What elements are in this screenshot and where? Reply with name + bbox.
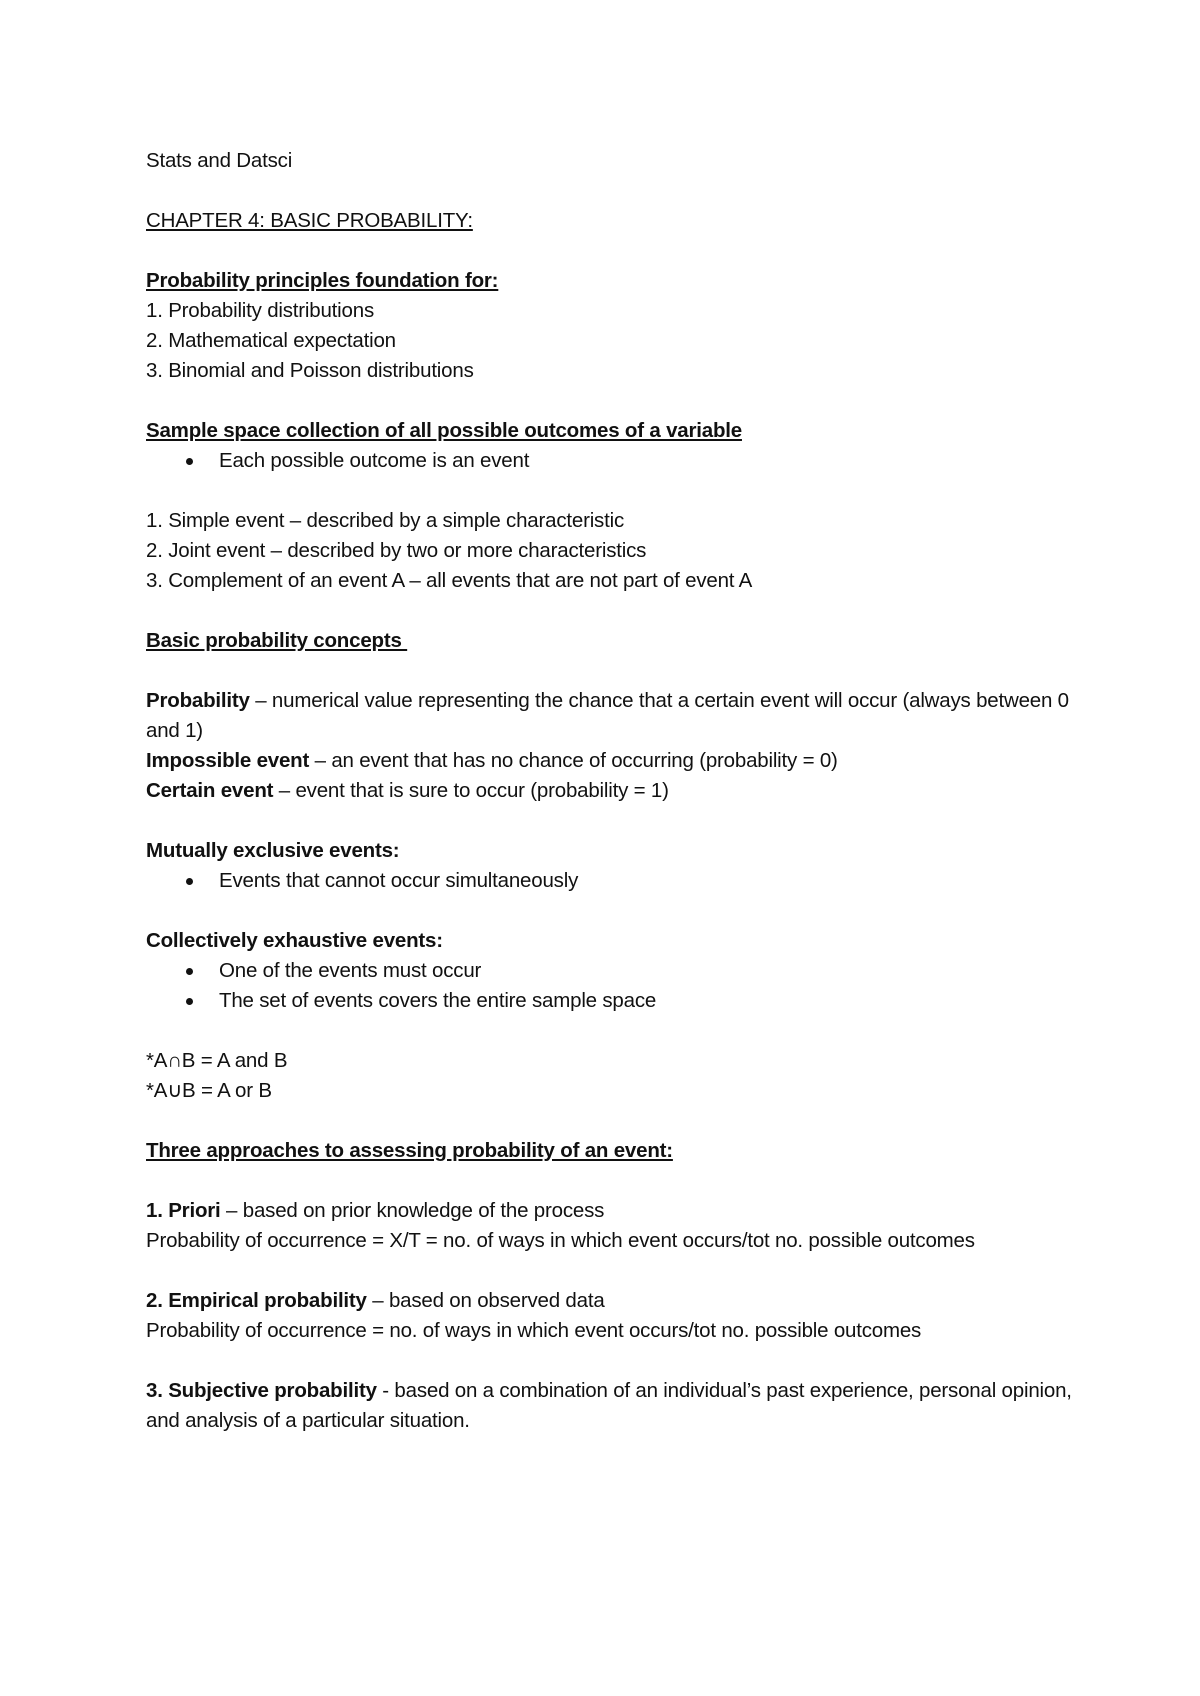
- approach-term: 1. Priori: [146, 1199, 221, 1222]
- empirical-approach: [146, 1286, 1086, 1316]
- mutually-exclusive-heading: Mutually exclusive events:: [146, 839, 400, 862]
- definition-term: Certain event: [146, 779, 274, 802]
- approach-term: 3. Subjective probability: [146, 1379, 377, 1402]
- approach-text: – based on observed data: [366, 1289, 605, 1312]
- bullet-dot-icon: [186, 998, 193, 1005]
- bullet-item: [146, 446, 1086, 476]
- principles-item: 3. Binomial and Poisson distributions: [146, 359, 474, 382]
- bullet-dot-icon: [186, 968, 193, 975]
- definition-term: Probability: [146, 689, 250, 712]
- sample-space-heading: Sample space collection of all possible outcomes of a variable: [146, 419, 742, 442]
- bullet-text: Events that cannot occur simultaneously: [219, 869, 579, 892]
- bullet-dot-icon: [186, 458, 193, 465]
- principles-item: 1. Probability distributions: [146, 299, 374, 322]
- certain-event-definition: [146, 776, 1086, 806]
- bullet-text: One of the events must occur: [219, 959, 482, 982]
- concepts-heading-text: Basic probability concepts: [146, 629, 408, 652]
- union-notation: *A∪B = A or B: [146, 1079, 272, 1102]
- approaches-heading: Three approaches to assessing probability of an event:: [146, 1139, 673, 1162]
- document-body: [146, 146, 1086, 1436]
- collectively-exhaustive-heading: Collectively exhaustive events:: [146, 929, 443, 952]
- chapter-heading: CHAPTER 4: BASIC PROBABILITY:: [146, 209, 473, 232]
- event-type-item: 3. Complement of an event A – all events that are not part of event A: [146, 569, 753, 592]
- bullet-item: [146, 986, 1086, 1016]
- definition-term: Impossible event: [146, 749, 310, 772]
- empirical-formula: Probability of occurrence = no. of ways in which event occurs/tot no. possible outcomes: [146, 1319, 922, 1342]
- bullet-dot-icon: [186, 878, 193, 885]
- priori-approach: [146, 1196, 1086, 1226]
- event-type-item: 1. Simple event – described by a simple characteristic: [146, 509, 625, 532]
- definition-text: – numerical value representing the chance that a certain event will occur (always between 0 and 1): [146, 689, 1069, 742]
- bullet-text: Each possible outcome is an event: [219, 449, 530, 472]
- definition-text: – an event that has no chance of occurring (probability = 0): [309, 749, 838, 772]
- document-title: Stats and Datsci: [146, 149, 293, 172]
- concepts-heading: [146, 626, 1086, 656]
- definition-text: – event that is sure to occur (probability = 1): [273, 779, 669, 802]
- approach-text: - based on a combination of an individual’s past experience, personal opinion, and analysis of a particular situation.: [146, 1379, 1072, 1432]
- event-type-item: 2. Joint event – described by two or more characteristics: [146, 539, 647, 562]
- principles-heading: Probability principles foundation for:: [146, 269, 499, 292]
- bullet-item: [146, 956, 1086, 986]
- probability-definition: [146, 686, 1086, 746]
- priori-formula: Probability of occurrence = X/T = no. of ways in which event occurs/tot no. possible outcomes: [146, 1229, 975, 1252]
- approach-text: – based on prior knowledge of the process: [220, 1199, 605, 1222]
- subjective-approach: [146, 1376, 1086, 1436]
- bullet-item: [146, 866, 1086, 896]
- intersection-notation: *A∩B = A and B: [146, 1049, 288, 1072]
- principles-item: 2. Mathematical expectation: [146, 329, 396, 352]
- approach-term: 2. Empirical probability: [146, 1289, 367, 1312]
- bullet-text: The set of events covers the entire sample space: [219, 989, 657, 1012]
- impossible-event-definition: [146, 746, 1086, 776]
